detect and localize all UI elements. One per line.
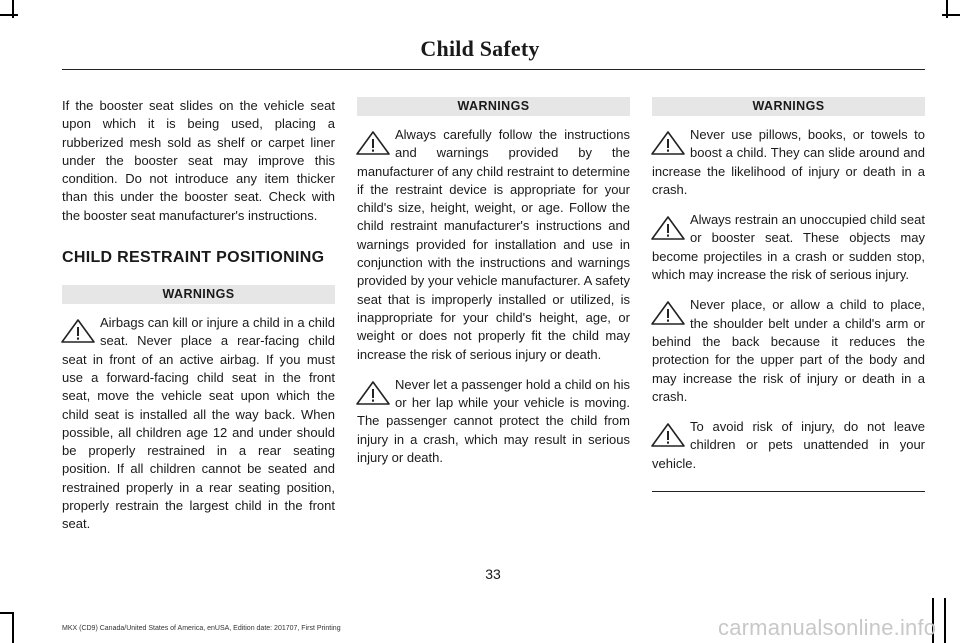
crop-mark	[0, 612, 14, 614]
warning-text: Always carefully follow the instructions and warnings provided by the manufacturer of any child restraint to determine if the restraint device is appropriate for your child's size, height, weight, or age. Follow the child restraint manufacturer's instructions and warnings provided for installation and use in conjunction with the instructions and warnings provided by your vehicle manufacturer. A safety seat that is improperly installed or utilized, is inappropriate for your child's height, age, or weight or does not properly fit the child may increase the risk of serious injury or death.	[357, 127, 630, 362]
warning-item	[357, 376, 630, 467]
column-1	[62, 97, 335, 534]
warning-item	[62, 314, 335, 534]
section-heading: CHILD RESTRAINT POSITIONING	[62, 249, 325, 267]
warning-item	[652, 126, 925, 199]
warning-text: Always restrain an unoccupied child seat or booster seat. These objects may become projectiles in a crash or sudden stop, which may increase the risk of serious injury.	[652, 212, 925, 283]
warning-item	[652, 418, 925, 473]
watermark: carmanualsonline.info	[718, 615, 937, 640]
warning-text: To avoid risk of injury, do not leave children or pets unattended in your vehicle.	[652, 419, 925, 471]
warnings-header: WARNINGS	[652, 97, 925, 116]
warning-triangle-icon	[650, 130, 686, 156]
warning-triangle-icon	[60, 318, 96, 344]
warning-item	[357, 126, 630, 364]
warning-triangle-icon	[650, 215, 686, 241]
title-divider	[62, 69, 925, 70]
footer-edition-text: MKX (CD9) Canada/United States of America, enUSA, Edition date: 201707, First Printing	[62, 625, 341, 632]
column-2	[357, 97, 630, 467]
warning-text: Airbags can kill or injure a child in a child seat. Never place a rear-facing child seat in front of an active airbag. If you must use a forward-facing child seat in the front seat, move the vehicle seat upon which the child seat is installed all the way back. When possible, all children age 12 and under should be properly restrained in a rear seating position. If all children cannot be seated and restrained properly in a rear seating position, properly restrain the largest child in the front seat.	[62, 315, 335, 532]
page-number: 33	[485, 566, 501, 582]
warnings-end-divider	[652, 491, 925, 492]
crop-mark	[944, 598, 946, 643]
column-3	[652, 97, 925, 492]
warning-triangle-icon	[650, 300, 686, 326]
crop-mark	[942, 14, 960, 16]
warning-text: Never use pillows, books, or towels to boost a child. They can slide around and increase the likelihood of injury or death in a crash.	[652, 127, 925, 197]
warning-item	[652, 296, 925, 406]
warning-item	[652, 211, 925, 284]
warning-triangle-icon	[355, 130, 391, 156]
page-title: Child Safety	[420, 36, 540, 61]
warnings-header: WARNINGS	[62, 285, 335, 304]
warning-text: Never let a passenger hold a child on his or her lap while your vehicle is moving. The passenger cannot protect the child from injury in a crash, which may result in serious injury or death.	[357, 376, 630, 466]
warnings-header: WARNINGS	[357, 97, 630, 116]
warning-text: Never place, or allow a child to place, the shoulder belt under a child's arm or behind the back because it reduces the protection for the upper part of the body and may increase the risk of injury or death in a crash.	[652, 297, 925, 404]
crop-mark	[0, 14, 18, 16]
warning-triangle-icon	[650, 422, 686, 448]
warning-triangle-icon	[355, 380, 391, 406]
crop-mark	[12, 612, 14, 643]
intro-paragraph: If the booster seat slides on the vehicle seat upon which it is being used, placing a rubberized mesh sold as shelf or carpet liner under the booster seat may improve this condition. Do not introduce any item thicker than this under the booster seat. Check with the booster seat manufacturer's instructions.	[62, 98, 335, 223]
